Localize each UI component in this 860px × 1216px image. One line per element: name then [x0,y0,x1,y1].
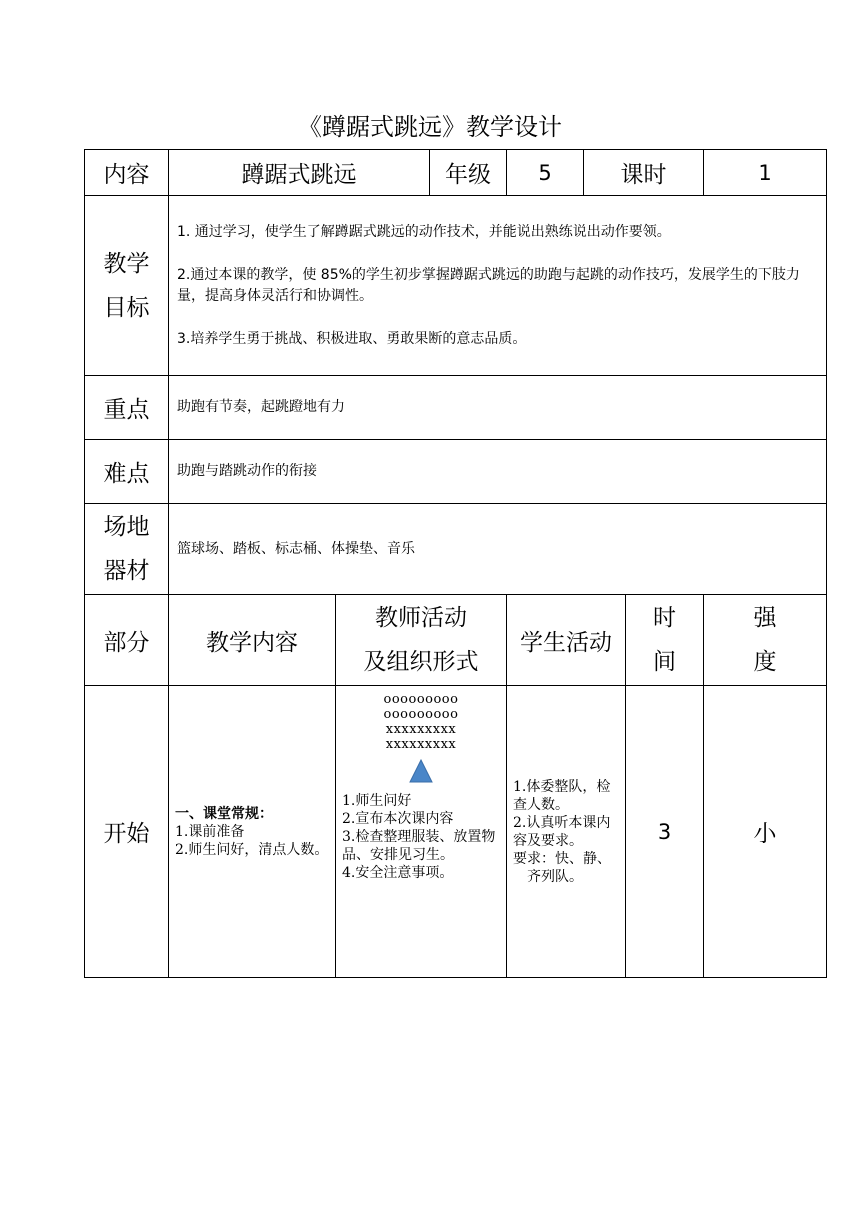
equipment-row [85,504,827,595]
start-teacher-activity [336,686,507,978]
header-student-activity: 学生活动 [507,595,626,686]
equipment-label-line-2: 器材 [103,558,150,584]
header-part: 部分 [85,595,169,686]
header-teacher-activity [336,595,507,686]
header-intensity [704,595,827,686]
start-section-row [85,686,827,978]
start-student-activity [507,686,626,978]
routine-item-2: 2.师生问好，清点人数。 [175,841,329,858]
goals-text [169,196,827,376]
goal-item-3: 3.培养学生勇于挑战、积极进取、勇敢果断的意志品质。 [177,330,527,347]
content-label: 内容 [85,150,169,196]
header-teacher-activity-line-1: 教师活动 [375,605,467,631]
formation-row-3: xxxxxxxxx [385,722,457,737]
goal-item-2: 2.通过本课的教学，使 85%的学生初步掌握蹲踞式跳远的助跑与起跳的动作技巧，发展学生的下肢力量，提高身体灵活行和协调性。 [177,266,800,304]
teacher-item-1: 1.师生问好 [342,793,412,809]
difficulty-row [85,440,827,504]
routine-item-1: 1.课前准备 [175,823,245,840]
header-teaching-content: 教学内容 [169,595,336,686]
formation-row-2: ooooooooo [383,707,459,722]
goals-label [85,196,169,376]
teacher-item-4: 4.安全注意事项。 [342,865,454,881]
equipment-text: 篮球场、踏板、标志桶、体操垫、音乐 [169,504,827,595]
goal-item-1: 1. 通过学习，使学生了解蹲踞式跳远的动作技术，并能说出熟练说出动作要领。 [177,223,671,240]
teacher-item-3: 3.检查整理服装、放置物品、安排见习生。 [342,829,496,863]
basic-info-row [85,150,827,196]
key-point-label: 重点 [85,376,169,440]
header-time-line-1: 时 [653,605,676,631]
content-value: 蹲踞式跳远 [169,150,430,196]
hours-label: 课时 [584,150,704,196]
key-point-text: 助跑有节奏，起跳蹬地有力 [169,376,827,440]
start-teaching-content [169,686,336,978]
formation-diagram [342,692,500,784]
lesson-plan-table [84,149,827,978]
header-time [626,595,704,686]
difficulty-text: 助跑与踏跳动作的衔接 [169,440,827,504]
header-time-line-2: 间 [653,649,676,675]
start-intensity: 小 [704,686,827,978]
teacher-item-2: 2.宣布本次课内容 [342,811,454,827]
goals-label-line-2: 目标 [103,294,150,321]
key-point-row [85,376,827,440]
formation-row-4: xxxxxxxxx [385,737,457,752]
header-intensity-line-1: 强 [753,605,777,631]
goals-row [85,196,827,376]
start-part-label: 开始 [85,686,169,978]
hours-value: 1 [704,150,827,196]
student-item-1: 1.体委整队，检查人数。 [513,778,611,813]
student-item-2: 2.认真听本课内容及要求。 [513,814,611,849]
grade-value: 5 [507,150,584,196]
header-row [85,595,827,686]
header-intensity-line-2: 度 [753,649,777,675]
goals-label-line-1: 教学 [103,250,150,277]
header-teacher-activity-line-2: 及组织形式 [363,649,479,675]
equipment-label-line-1: 场地 [103,514,150,540]
formation-row-1: ooooooooo [383,692,459,707]
student-item-4: 齐列队。 [527,868,583,885]
difficulty-label: 难点 [85,440,169,504]
equipment-label [85,504,169,595]
grade-label: 年级 [430,150,507,196]
teacher-triangle-icon [408,758,434,784]
start-time: 3 [626,686,704,978]
routine-heading: 一、课堂常规： [175,805,273,822]
page-title: 《蹲踞式跳远》教学设计 [298,113,562,141]
student-item-3: 要求：快、静、 [513,850,611,867]
